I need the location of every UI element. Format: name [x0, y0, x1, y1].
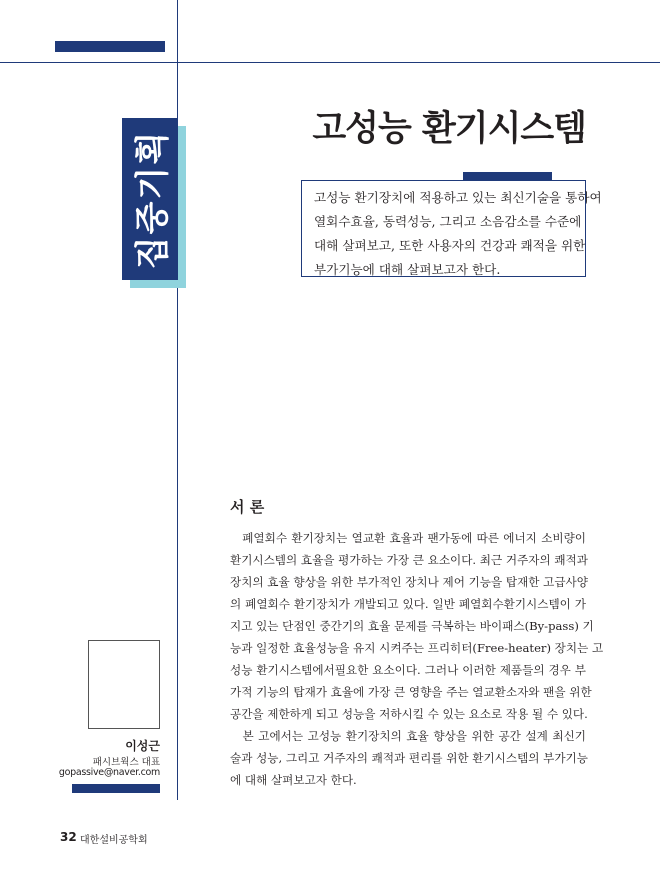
body-line: 가적 기능의 탑재가 효율에 가장 큰 영향을 주는 열교환소자와 팬을 위한 [230, 685, 592, 699]
section-tag [122, 118, 178, 280]
page-number: 32 [60, 830, 77, 844]
bottom-accent-bar [72, 784, 160, 793]
author-name: 이성근 [125, 739, 160, 753]
section-tag-label: 집중기획 [133, 129, 174, 269]
body-line: 성능 환기시스템에서필요한 요소이다. 그러나 이러한 제품들의 경우 부 [230, 663, 586, 677]
abstract-box [301, 180, 602, 277]
body-line: 술과 성능, 그리고 거주자의 쾌적과 편리를 위한 환기시스템의 부가기능 [230, 751, 588, 765]
abstract-line: 부가기능에 대해 살펴보고자 한다. [314, 262, 501, 277]
body-line: 공간을 제한하게 되고 성능을 저하시킬 수 있는 요소로 작용 될 수 있다. [230, 707, 588, 721]
author-email: gopassive@naver.com [58, 767, 160, 778]
body-text [230, 527, 604, 791]
horizontal-rule [0, 62, 660, 63]
author-title: 패시브웍스 대표 [92, 757, 160, 768]
body-line: 지고 있는 단점인 중간기의 효율 문제를 극복하는 바이패스(By-pass) 기 [230, 619, 594, 633]
abstract-line: 대해 살펴보고, 또한 사용자의 건강과 쾌적을 위한 [314, 238, 586, 253]
body-line: 본 고에서는 고성능 환기장치의 효율 향상을 위한 공간 설계 최신기 [230, 729, 586, 743]
publication-name: 대한설비공학회 [80, 835, 148, 846]
author-photo-frame [88, 640, 160, 729]
abstract-line: 열회수효율, 동력성능, 그리고 소음감소를 수준에 [314, 214, 582, 229]
body-line: 능과 일정한 효율성능을 유지 시켜주는 프리히터(Free-heater) 장치는 고 [230, 641, 604, 655]
section-heading: 서 론 [230, 498, 265, 516]
body-line: 폐열회수 환기장치는 열교환 효율과 팬가동에 따른 에너지 소비량이 [230, 531, 586, 545]
article-title: 고성능 환기시스템 [312, 109, 586, 149]
body-line: 의 폐열회수 환기장치가 개발되고 있다. 일반 폐열회수환기시스템이 가 [230, 597, 586, 611]
body-line: 환기시스템의 효율을 평가하는 가장 큰 요소이다. 최근 거주자의 쾌적과 [230, 553, 588, 567]
body-line: 장치의 효율 향상을 위한 부가적인 장치나 제어 기능을 탑재한 고급사양 [230, 575, 588, 589]
body-line: 에 대해 살펴보고자 한다. [230, 773, 357, 787]
top-accent-bar [55, 41, 165, 52]
abstract-line: 고성능 환기장치에 적용하고 있는 최신기술을 통하여 [314, 190, 602, 205]
